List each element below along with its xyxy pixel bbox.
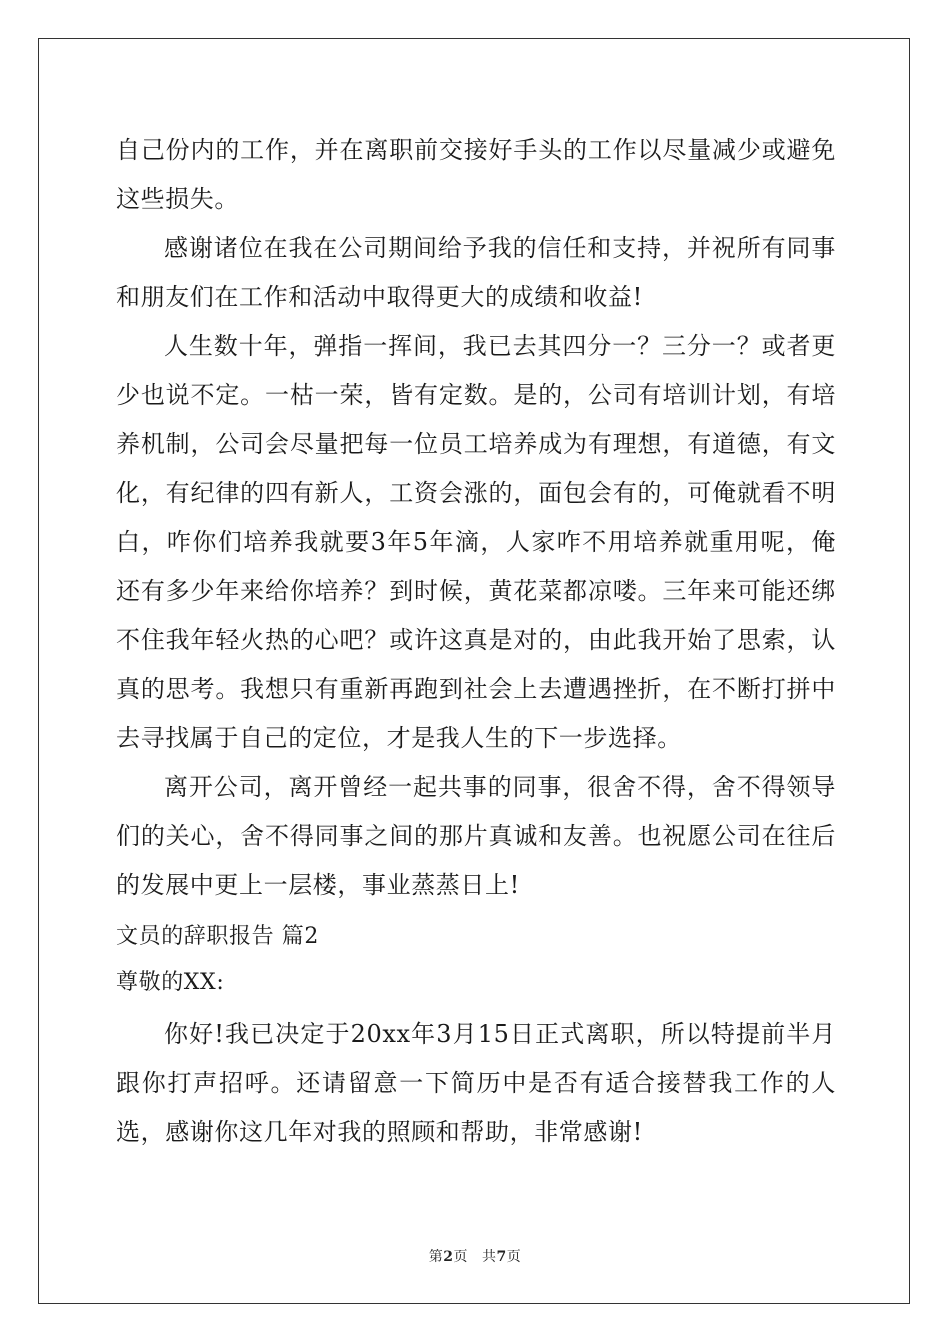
total-suffix: 页	[506, 1249, 522, 1265]
paragraph-life: 人生数十年，弹指一挥间，我已去其四分一？三分一？或者更少也说不定。一枯一荣，皆有定数。是的，公司有培训计划，有培养机制，公司会尽量把每一位员工培养成为有理想，有道德，有文化，有纪律的四有新人，工资会涨的，面包会有的，可俺就看不明白，咋你们培养我就要3年5年滴，人家咋不用培养就重用呢，俺还有多少年来给你培养？到时候，黄花菜都凉喽。三年来可能还绑不住我年轻火热的心吧？或许这真是对的，由此我开始了思索，认真的思考。我想只有重新再跑到社会上去遭遇挫折，在不断打拼中去寻找属于自己的定位，才是我人生的下一步选择。	[116, 332, 836, 752]
paragraph-thanks: 感谢诸位在我在公司期间给予我的信任和支持，并祝所有同事和朋友们在工作和活动中取得更大的成绩和收益!	[116, 234, 836, 311]
page-prefix: 第	[428, 1249, 444, 1265]
paragraph-resignation-notice: 你好!我已决定于20xx年3月15日正式离职，所以特提前半月跟你打声招呼。还请留意一下简历中是否有适合接替我工作的人选，感谢你这几年对我的照顾和帮助，非常感谢!	[116, 1020, 836, 1146]
page-total: 7	[496, 1249, 507, 1265]
page-suffix: 页	[453, 1249, 468, 1265]
paragraph-farewell: 离开公司，离开曾经一起共事的同事，很舍不得，舍不得领导们的关心，舍不得同事之间的那片真诚和友善。也祝愿公司在往后的发展中更上一层楼，事业蒸蒸日上!	[116, 773, 836, 899]
salutation: 尊敬的XX:	[116, 970, 225, 995]
document-body	[116, 126, 836, 1157]
page-current: 2	[443, 1249, 454, 1265]
paragraph-continuation: 自己份内的工作，并在离职前交接好手头的工作以尽量减少或避免这些损失。	[116, 136, 836, 213]
page-footer	[0, 1246, 950, 1266]
total-prefix: 共	[482, 1249, 497, 1265]
section-title: 文员的辞职报告 篇2	[116, 924, 319, 949]
